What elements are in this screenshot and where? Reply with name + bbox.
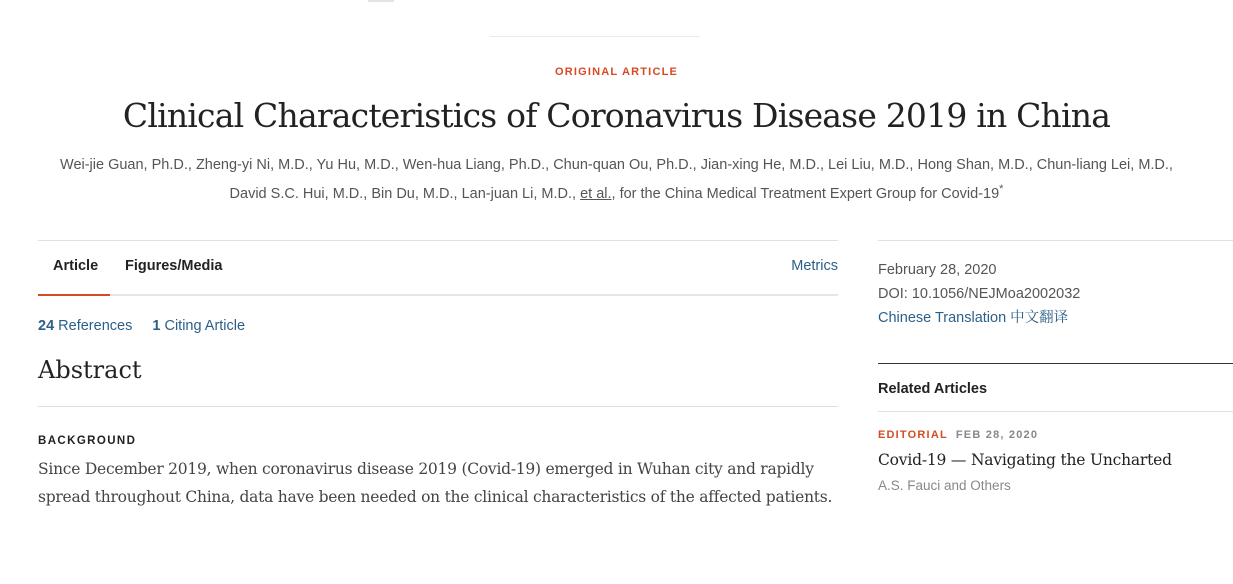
- related-article-authors: A.S. Fauci and Others: [878, 478, 1011, 493]
- related-article-meta: [878, 429, 1233, 441]
- article-sidebar: [878, 240, 1233, 493]
- tab-figures-media[interactable]: Figures/Media: [125, 258, 223, 274]
- background-label: BACKGROUND: [38, 435, 137, 447]
- top-divider: [490, 36, 700, 37]
- chinese-translation-link[interactable]: Chinese Translation 中文翻译: [878, 310, 1069, 326]
- article-header: [0, 66, 1233, 206]
- citing-articles-link[interactable]: [152, 318, 245, 334]
- authors-line-1: Wei-jie Guan, Ph.D., Zheng-yi Ni, M.D., Yu Hu, M.D., Wen-hua Liang, Ph.D., Chun-quan Ou, Ph.D., Jian-xing He, M.D., Lei Liu, M.D., Hong Shan, M.D., Chun-liang Lei, M.D.,: [60, 157, 1173, 173]
- citing-label: Citing Article: [164, 318, 246, 334]
- article-doi: DOI: 10.1056/NEJMoa2002032: [878, 286, 1081, 302]
- references-count: 24: [38, 318, 55, 334]
- related-article-kind: EDITORIAL: [878, 429, 948, 441]
- article-type-label: ORIGINAL ARTICLE: [554, 66, 679, 78]
- related-article-date: FEB 28, 2020: [955, 429, 1039, 441]
- related-article-title[interactable]: Covid-19 — Navigating the Uncharted: [878, 451, 1172, 469]
- active-tab-indicator: [38, 294, 110, 296]
- references-label: References: [58, 318, 133, 334]
- references-link[interactable]: [38, 318, 132, 334]
- footnote-mark: *: [999, 183, 1004, 195]
- tab-article[interactable]: Article: [53, 258, 99, 274]
- reference-links: [38, 318, 838, 334]
- tab-metrics[interactable]: Metrics: [791, 258, 838, 274]
- article-meta: [878, 241, 1233, 330]
- authors-line-2: David S.C. Hui, M.D., Bin Du, M.D., Lan-juan Li, M.D.,: [229, 185, 581, 202]
- citing-count: 1: [152, 318, 161, 334]
- publication-date: February 28, 2020: [878, 262, 997, 278]
- abstract-heading: Abstract: [38, 356, 838, 407]
- author-list: [27, 153, 1207, 206]
- expert-group: , for the China Medical Treatment Expert Group for Covid-19: [611, 185, 1000, 202]
- et-al-link[interactable]: et al.: [580, 185, 612, 202]
- article-title: Clinical Characteristics of Coronavirus Disease 2019 in China: [122, 96, 1111, 135]
- article-tabs: [38, 240, 838, 296]
- related-articles-heading: Related Articles: [878, 364, 1233, 412]
- article-main: [38, 240, 838, 511]
- related-articles: [878, 363, 1233, 493]
- background-text: Since December 2019, when coronavirus disease 2019 (Covid-19) emerged in Wuhan city and rapidly spread throughout China, data have been needed on the clinical characteristics of the affected patients.: [38, 460, 833, 506]
- top-decoration: [368, 0, 394, 2]
